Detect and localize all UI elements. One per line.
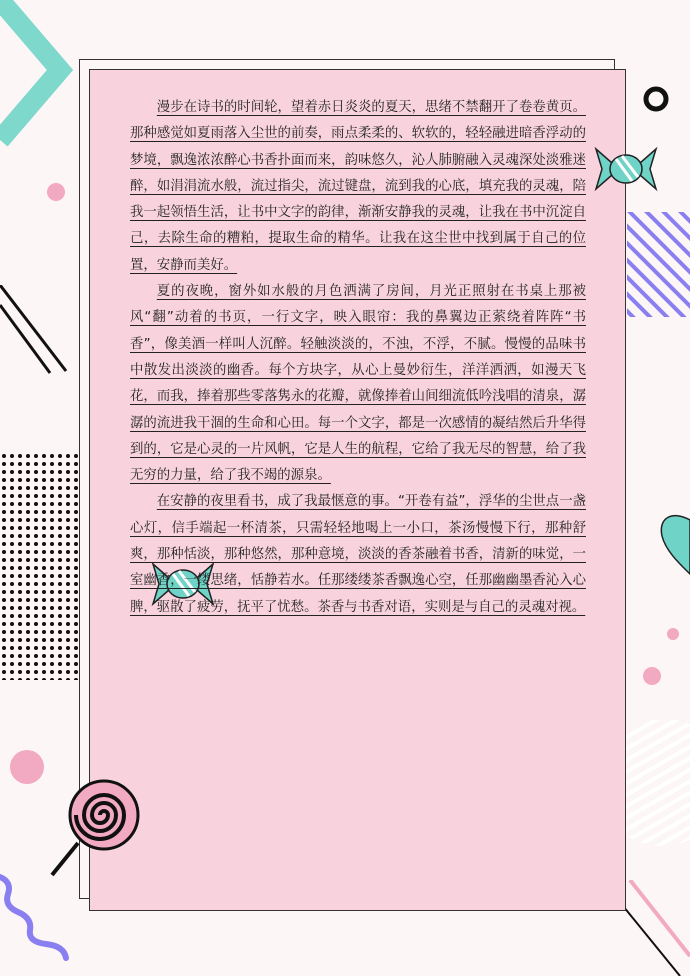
heart-icon	[652, 510, 690, 576]
paragraph-2: 夏的夜晚，窗外如水般的月色洒满了房间，月光正照射在书桌上那被风“翻”动着的书页，一行文字，映入眼帘：我的鼻翼边正萦绕着阵阵“书香”，像美酒一样叫人沉醉。轻触淡淡的，不浊，不浮，不腻。慢慢的品味书中散发出淡淡的幽香。每个方块字，从心上曼妙衍生，洋洋洒洒，如漫天飞花，而我，捧着那些零落隽永的花瓣，就像捧着山间细流低吟浅唱的清泉，潺潺的流进我干涸的生命和心田。每一个文字，都是一次感情的凝结然后升华得到的，它是心灵的一片风帆，它是人生的航程，它给了我无尽的智慧，给了我无穷的力量，给了我不竭的源泉。	[130, 284, 586, 484]
paragraph-1: 漫步在诗书的时间轮，望着赤日炎炎的夏天，思绪不禁翻开了卷卷黄页。那种感觉如夏雨落入尘世的前奏，雨点柔柔的、软软的，轻轻融进暗香浮动的梦境，飘逸浓浓醉心书香扑面而来，韵味悠久，沁人肺腑融入灵魂深处淡雅迷醉，如涓涓流水般，流过指尖，流过键盘，流到我的心底，填充我的灵魂，陪我一起领悟生活，让书中文字的韵律，渐渐安静我的灵魂，让我在书中沉淀自己，去除生命的糟粕，提取生命的精华。让我在这尘世中找到属于自己的位置，安静而美好。	[130, 100, 586, 273]
pink-dot	[667, 628, 679, 640]
pink-dot	[10, 750, 44, 784]
wavy-line	[0, 872, 75, 962]
teal-chevron	[0, 0, 80, 160]
dot-grid	[0, 452, 78, 680]
lollipop-icon	[48, 775, 148, 880]
pink-dot	[643, 667, 661, 685]
pink-dot	[47, 183, 65, 201]
paragraph-3: 在安静的夜里看书，成了我最惬意的事。“开卷有益”，浮华的尘世点一盏心灯，信手端起一杯清茶，只需轻轻地喝上一小口，茶汤慢慢下行，那种舒爽，那种恬淡，那种悠然，那种意境，淡淡的香茶融着书香，清新的味觉，一室幽香，一缕思绪，恬静若水。任那缕缕茶香飘逸心空，任那幽幽墨香沁入心脾，驱散了疲劳，抚平了忧愁。茶香与书香对语，实则是与自己的灵魂对视。	[130, 494, 586, 615]
diagonal-stripes	[627, 212, 690, 317]
candy-icon	[592, 145, 660, 193]
black-slash-lines	[0, 285, 70, 375]
article-body	[130, 95, 586, 621]
